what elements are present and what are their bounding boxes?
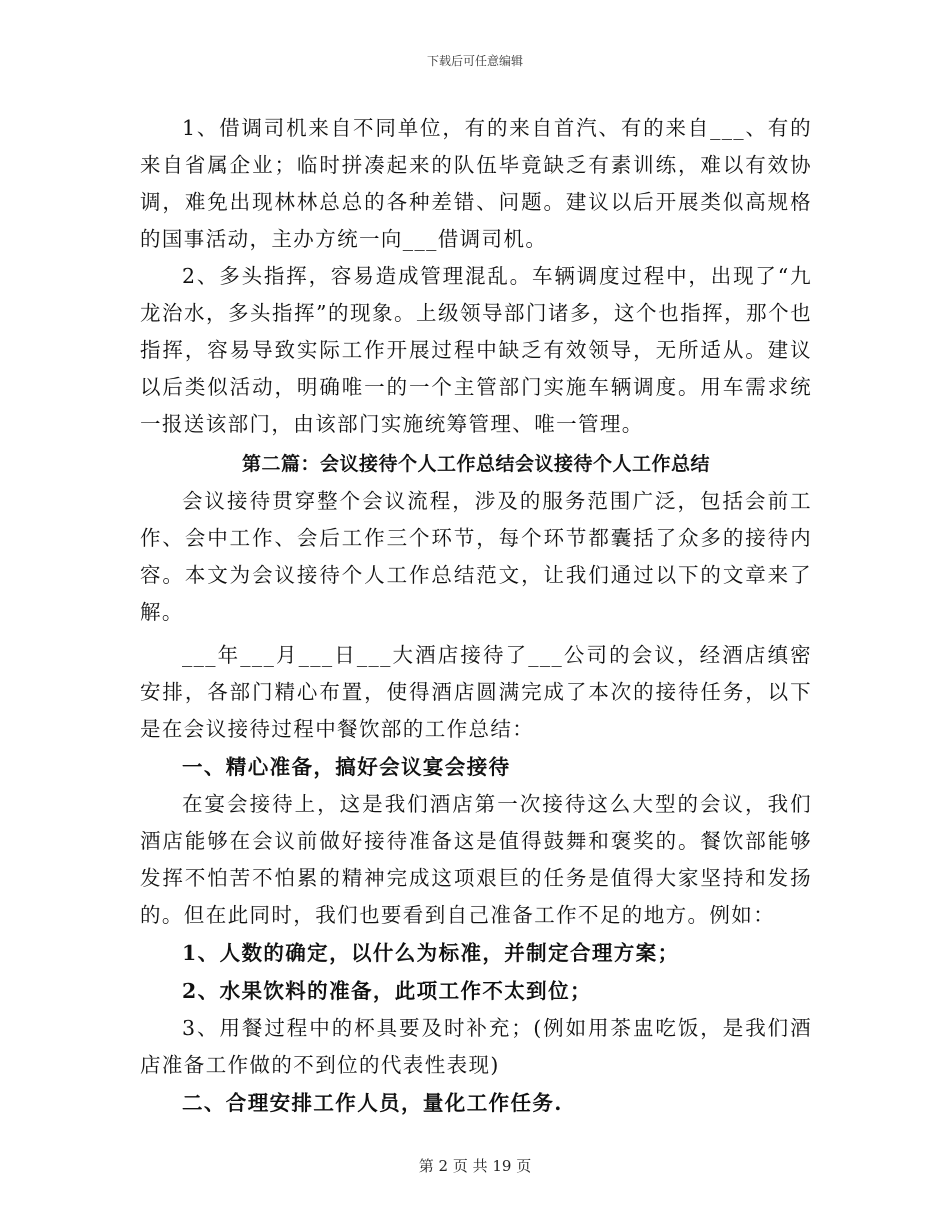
paragraph-event-summary: ___年___月___日___大酒店接待了___公司的会议，经酒店缜密安排，各部门精心布置，使得酒店圆满完成了本次的接待任务，以下是在会议接待过程中餐饮部的工作总结： [140, 643, 812, 741]
page-number: 第 2 页 共 19 页 [418, 1157, 532, 1175]
page-header: 下载后可任意编辑 [426, 54, 523, 68]
heading-preparation: 一、精心准备，搞好会议宴会接待 [182, 755, 511, 779]
list-item-tableware: 3、用餐过程中的杯具要及时补充；(例如用茶盅吃饭，是我们酒店准备工作做的不到位的代表性表现) [140, 1016, 812, 1077]
list-item-headcount: 1、人数的确定，以什么为标准，并制定合理方案； [182, 941, 680, 965]
paragraph-banquet: 在宴会接待上，这是我们酒店第一次接待这么大型的会议，我们酒店能够在会议前做好接待准备这是值得鼓舞和褒奖的。餐饮部能够发挥不怕苦不怕累的精神完成这项艰巨的任务是值得大家坚持和发扬的。但在此同时，我们也要看到自己准备工作不足的地方。例如： [140, 792, 812, 927]
document-body [140, 110, 812, 1122]
paragraph-intro: 会议接待贯穿整个会议流程，涉及的服务范围广泛，包括会前工作、会中工作、会后工作三个环节，每个环节都囊括了众多的接待内容。本文为会议接待个人工作总结范文，让我们通过以下的文章来了解。 [140, 489, 812, 624]
heading-staff-arrangement: 二、合理安排工作人员，量化工作任务. [182, 1091, 563, 1115]
list-item-fruit-drinks: 2、水果饮料的准备，此项工作不太到位； [182, 979, 592, 1003]
paragraph-driver-sources: 1、借调司机来自不同单位，有的来自首汽、有的来自___、有的来自省属企业；临时拼凑起来的队伍毕竟缺乏有素训练，难以有效协调，难免出现林林总总的各种差错、问题。建议以后开展类似高规格的国事活动，主办方统一向___借调司机。 [140, 116, 812, 251]
paragraph-multiple-command: 2、多头指挥，容易造成管理混乱。车辆调度过程中，出现了“九龙治水，多头指挥”的现象。上级领导部门诸多，这个也指挥，那个也指挥，容易导致实际工作开展过程中缺乏有效领导，无所适从。建议以后类似活动，明确唯一的一个主管部门实施车辆调度。用车需求统一报送该部门，由该部门实施统筹管理、唯一管理。 [140, 264, 812, 436]
section-title: 第二篇：会议接待个人工作总结会议接待个人工作总结 [241, 453, 710, 475]
